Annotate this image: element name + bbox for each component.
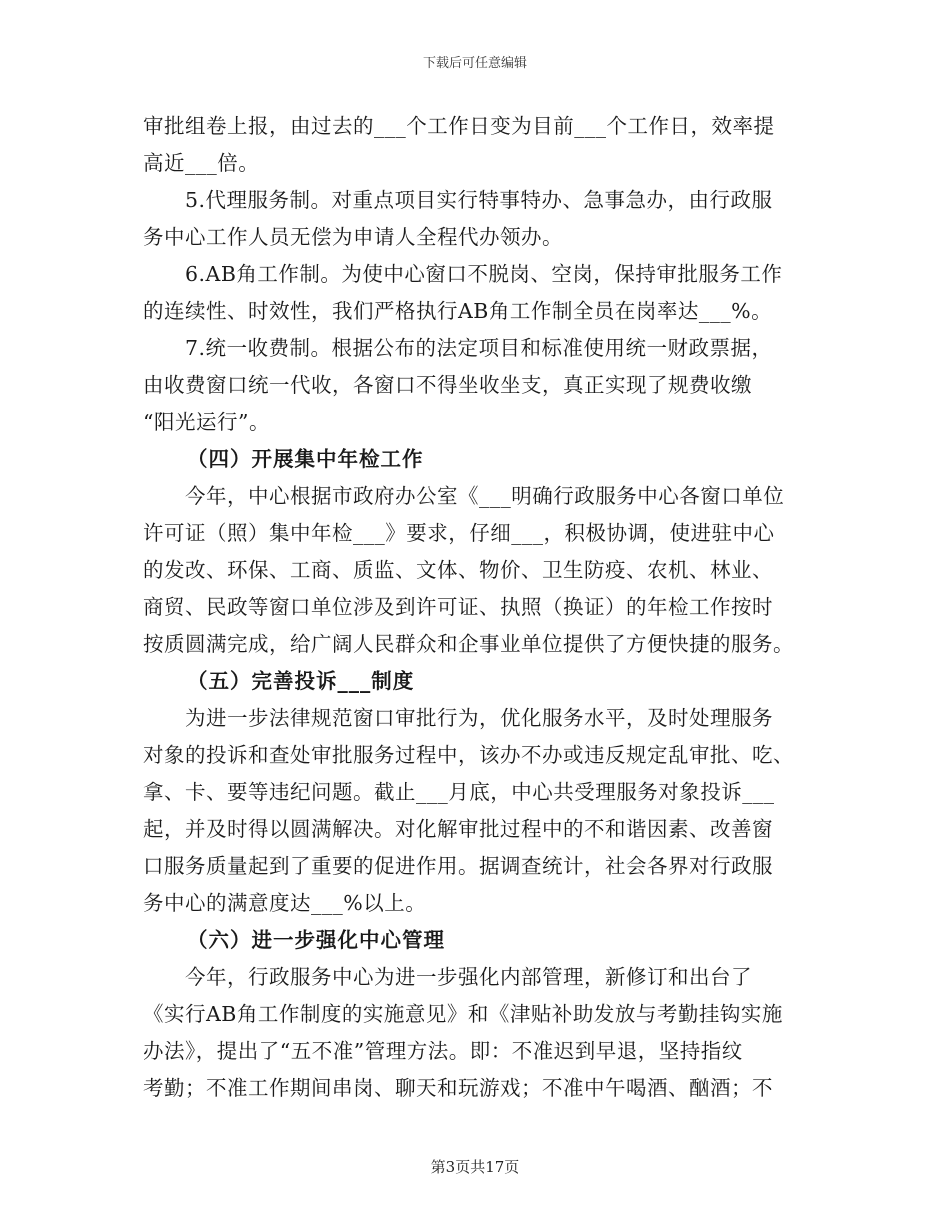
text-line: 按质圆满完成，给广阔人民群众和企事业单位提供了方便快捷的服务。 — [143, 632, 794, 656]
text-line: 起，并及时得以圆满解决。对化解审批过程中的不和谐因素、改善窗 — [143, 817, 773, 841]
text-line: 办法》，提出了“五不准”管理方法。即：不准迟到早退，坚持指纹 — [143, 1039, 743, 1063]
text-line: 许可证（照）集中年检___》要求，仔细___，积极协调，使进驻中心 — [143, 521, 775, 545]
text-line: 拿、卡、要等违纪问题。截止___月底，中心共受理服务对象投诉___ — [143, 780, 775, 804]
page-header: 下载后可任意编辑 — [422, 56, 527, 71]
section-heading: （五）完善投诉___制度 — [187, 669, 415, 693]
text-line: 务中心工作人员无偿为申请人全程代办领办。 — [143, 225, 563, 249]
text-line: 务中心的满意度达___%以上。 — [143, 891, 427, 915]
text-line: 对象的投诉和查处审批服务过程中，该办不办或违反规定乱审批、吃、 — [143, 743, 794, 767]
section-heading: （六）进一步强化中心管理 — [187, 928, 445, 952]
text-line: 考勤；不准工作期间串岗、聊天和玩游戏；不准中午喝酒、酗酒；不 — [143, 1076, 773, 1100]
document-body — [143, 108, 808, 1107]
text-line: 口服务质量起到了重要的促进作用。据调查统计，社会各界对行政服 — [143, 854, 773, 878]
text-line: “阳光运行”。 — [143, 410, 270, 434]
section-heading: （四）开展集中年检工作 — [187, 447, 424, 471]
page-footer: 第3页共17页 — [430, 1158, 520, 1176]
text-line: 高近___倍。 — [143, 151, 260, 175]
text-line: 今年，中心根据市政府办公室《___明确行政服务中心各窗口单位 — [185, 484, 785, 508]
text-line: 由收费窗口统一代收，各窗口不得坐收坐支，真正实现了规费收缴 — [143, 373, 752, 397]
text-line: 6.AB角工作制。为使中心窗口不脱岗、空岗，保持审批服务工作 — [185, 262, 783, 286]
text-line: 为进一步法律规范窗口审批行为，优化服务水平，及时处理服务 — [185, 706, 773, 730]
text-line: 商贸、民政等窗口单位涉及到许可证、执照（换证）的年检工作按时 — [143, 595, 773, 619]
text-line: 审批组卷上报，由过去的___个工作日变为目前___个工作日，效率提 — [143, 114, 775, 138]
text-line: 7.统一收费制。根据公布的法定项目和标准使用统一财政票据， — [185, 336, 773, 360]
text-line: 今年，行政服务中心为进一步强化内部管理，新修订和出台了 — [185, 965, 752, 989]
text-line: 的发改、环保、工商、质监、文体、物价、卫生防疫、农机、林业、 — [143, 558, 773, 582]
text-line: 的连续性、时效性，我们严格执行AB角工作制全员在岗率达___%。 — [143, 299, 773, 323]
text-line: 《实行AB角工作制度的实施意见》和《津贴补助发放与考勤挂钩实施 — [143, 1002, 783, 1026]
text-line: 5.代理服务制。对重点项目实行特事特办、急事急办，由行政服 — [185, 188, 773, 212]
